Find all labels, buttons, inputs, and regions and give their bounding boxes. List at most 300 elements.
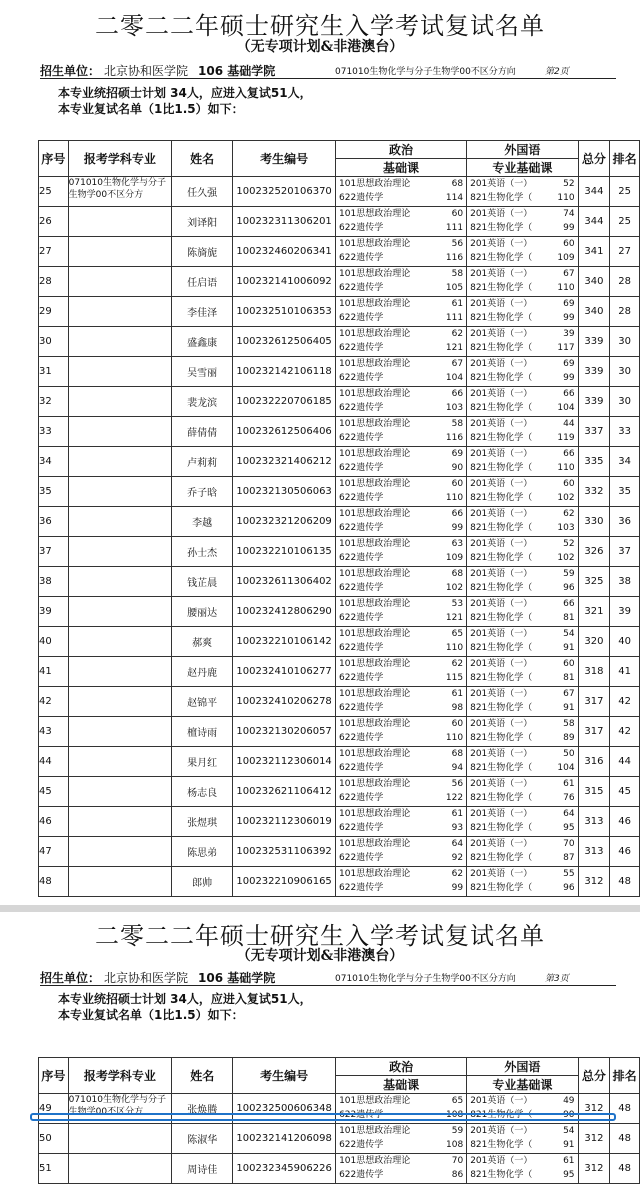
cell-total: 317	[578, 687, 610, 717]
cell-foreign-specialty	[467, 867, 578, 897]
basic-score: 110	[445, 493, 464, 503]
basic-score: 99	[451, 883, 464, 893]
cell-seq: 40	[39, 627, 69, 657]
col-specialty-label: 专业基础课	[467, 158, 577, 176]
cell-total: 341	[578, 237, 610, 267]
specialty-score: 119	[557, 433, 575, 443]
cell-major	[68, 387, 172, 417]
foreign-subject: 201英语（一）	[470, 1096, 533, 1106]
specialty-score: 96	[563, 583, 575, 593]
politics-score: 68	[451, 179, 464, 189]
basic-subject: 622遗传学	[339, 793, 384, 803]
cell-politics-basic	[336, 657, 467, 687]
cell-politics-basic	[336, 387, 467, 417]
cell-total: 332	[578, 477, 610, 507]
cell-major	[68, 267, 172, 297]
foreign-subject: 201英语（一）	[470, 179, 533, 189]
col-foreign	[467, 141, 578, 177]
cell-politics-basic	[336, 267, 467, 297]
cell-total: 313	[578, 837, 610, 867]
cell-exam-no: 100232612506406	[233, 417, 336, 447]
cell-foreign-specialty	[467, 387, 578, 417]
cell-seq: 50	[39, 1124, 69, 1154]
cell-politics-basic	[336, 237, 467, 267]
specialty-score: 99	[563, 313, 575, 323]
politics-subject: 101思想政治理论	[339, 779, 411, 789]
cell-seq: 37	[39, 537, 69, 567]
cell-name: 任启语	[172, 267, 233, 297]
basic-subject: 622遗传学	[339, 373, 384, 383]
foreign-subject: 201英语（一）	[470, 359, 533, 369]
cell-total: 337	[578, 417, 610, 447]
specialty-subject: 821生物化学（	[470, 703, 533, 713]
basic-score: 116	[445, 433, 464, 443]
cell-rank: 28	[610, 267, 640, 297]
cell-rank: 38	[610, 567, 640, 597]
politics-score: 68	[451, 749, 464, 759]
basic-subject: 622遗传学	[339, 283, 384, 293]
cell-exam-no: 100232210106142	[233, 627, 336, 657]
col-seq: 序号	[39, 141, 69, 177]
cell-rank: 27	[610, 237, 640, 267]
col-total: 总分	[578, 141, 610, 177]
foreign-subject: 201英语（一）	[470, 779, 533, 789]
cell-name: 檀诗雨	[172, 717, 233, 747]
selection-highlight	[30, 1113, 616, 1121]
cell-foreign-specialty	[467, 717, 578, 747]
cell-seq: 25	[39, 177, 69, 207]
cell-rank: 48	[610, 1124, 640, 1154]
basic-score: 110	[445, 643, 464, 653]
politics-score: 60	[451, 719, 464, 729]
specialty-score: 95	[563, 823, 575, 833]
foreign-score: 52	[563, 539, 575, 549]
politics-score: 61	[451, 689, 464, 699]
politics-score: 58	[451, 269, 464, 279]
politics-score: 53	[451, 599, 464, 609]
cell-rank: 40	[610, 627, 640, 657]
cell-politics-basic	[336, 327, 467, 357]
cell-politics-basic	[336, 807, 467, 837]
specialty-score: 99	[563, 223, 575, 233]
cell-name: 薛倩倩	[172, 417, 233, 447]
cell-major	[68, 567, 172, 597]
col-name: 姓名	[172, 141, 233, 177]
specialty-score: 96	[563, 883, 575, 893]
basic-subject: 622遗传学	[339, 193, 384, 203]
specialty-subject: 821生物化学（	[470, 373, 533, 383]
table-row	[39, 627, 640, 657]
basic-subject: 622遗传学	[339, 1140, 384, 1150]
specialty-subject: 821生物化学（	[470, 823, 533, 833]
cell-major	[68, 477, 172, 507]
unit-name: 北京协和医学院	[104, 971, 189, 985]
cell-exam-no: 100232142106118	[233, 357, 336, 387]
cell-foreign-specialty	[467, 477, 578, 507]
cell-rank: 36	[610, 507, 640, 537]
basic-score: 99	[451, 523, 464, 533]
cell-major	[68, 747, 172, 777]
cell-politics-basic	[336, 447, 467, 477]
cell-total: 315	[578, 777, 610, 807]
cell-major	[68, 447, 172, 477]
table-row	[39, 747, 640, 777]
politics-subject: 101思想政治理论	[339, 719, 411, 729]
politics-subject: 101思想政治理论	[339, 839, 411, 849]
specialty-subject: 821生物化学（	[470, 403, 533, 413]
cell-seq: 45	[39, 777, 69, 807]
cell-total: 317	[578, 717, 610, 747]
basic-subject: 622遗传学	[339, 553, 384, 563]
politics-score: 61	[451, 299, 464, 309]
cell-seq: 36	[39, 507, 69, 537]
cell-exam-no: 100232612506405	[233, 327, 336, 357]
politics-subject: 101思想政治理论	[339, 389, 411, 399]
cell-total: 340	[578, 297, 610, 327]
cell-exam-no: 100232311306201	[233, 207, 336, 237]
col-seq: 序号	[39, 1058, 69, 1094]
foreign-score: 39	[563, 329, 575, 339]
table-row	[39, 1154, 640, 1184]
specialty-score: 91	[563, 1140, 575, 1150]
cell-name: 刘译阳	[172, 207, 233, 237]
specialty-score: 87	[563, 853, 575, 863]
cell-major	[68, 507, 172, 537]
foreign-score: 52	[563, 179, 575, 189]
major-direction: 071010生物化学与分子生物学00不区分方向	[335, 974, 516, 984]
politics-score: 68	[451, 569, 464, 579]
col-specialty-label: 专业基础课	[467, 1075, 577, 1093]
table-body	[39, 1094, 640, 1184]
cell-foreign-specialty	[467, 507, 578, 537]
cell-name: 赵丹鹿	[172, 657, 233, 687]
table-body	[39, 177, 640, 897]
cell-name: 任久强	[172, 177, 233, 207]
cell-total: 340	[578, 267, 610, 297]
col-exam-no: 考生编号	[233, 141, 336, 177]
cell-politics-basic	[336, 357, 467, 387]
cell-seq: 38	[39, 567, 69, 597]
col-foreign	[467, 1058, 578, 1094]
cell-rank: 35	[610, 477, 640, 507]
cell-seq: 34	[39, 447, 69, 477]
cell-seq: 26	[39, 207, 69, 237]
cell-name: 陈旖旎	[172, 237, 233, 267]
cell-total: 326	[578, 537, 610, 567]
basic-score: 116	[445, 253, 464, 263]
cell-politics-basic	[336, 1154, 467, 1184]
cell-rank: 30	[610, 387, 640, 417]
cell-rank: 42	[610, 717, 640, 747]
cell-rank: 44	[610, 747, 640, 777]
foreign-subject: 201英语（一）	[470, 1156, 533, 1166]
basic-subject: 622遗传学	[339, 583, 384, 593]
politics-score: 70	[451, 1156, 464, 1166]
specialty-score: 81	[563, 673, 575, 683]
foreign-subject: 201英语（一）	[470, 389, 533, 399]
cell-exam-no: 100232210906165	[233, 867, 336, 897]
page-title: 二零二二年硕士研究生入学考试复试名单	[95, 922, 545, 950]
cell-seq: 32	[39, 387, 69, 417]
foreign-score: 55	[563, 869, 575, 879]
cell-foreign-specialty	[467, 327, 578, 357]
foreign-score: 58	[563, 719, 575, 729]
cell-rank: 48	[610, 1154, 640, 1184]
cell-name: 郎帅	[172, 867, 233, 897]
cell-rank: 25	[610, 177, 640, 207]
table-row	[39, 1124, 640, 1154]
cell-foreign-specialty	[467, 357, 578, 387]
foreign-score: 70	[563, 839, 575, 849]
table-row	[39, 597, 640, 627]
cell-exam-no: 100232410106277	[233, 657, 336, 687]
basic-subject: 622遗传学	[339, 703, 384, 713]
unit-label: 招生单位：	[40, 971, 101, 985]
cell-total: 316	[578, 747, 610, 777]
specialty-subject: 821生物化学（	[470, 493, 533, 503]
cell-major	[68, 537, 172, 567]
foreign-subject: 201英语（一）	[470, 419, 533, 429]
cell-major	[68, 417, 172, 447]
col-major: 报考学科专业	[68, 1058, 172, 1094]
unit-name: 北京协和医学院	[104, 64, 189, 78]
cell-foreign-specialty	[467, 597, 578, 627]
foreign-subject: 201英语（一）	[470, 479, 533, 489]
specialty-subject: 821生物化学（	[470, 343, 533, 353]
basic-score: 108	[446, 1110, 464, 1120]
cell-exam-no: 100232112306019	[233, 807, 336, 837]
cell-foreign-specialty	[467, 447, 578, 477]
cell-name: 陈思弟	[172, 837, 233, 867]
cell-major	[68, 1124, 172, 1154]
specialty-subject: 821生物化学（	[470, 733, 533, 743]
cell-foreign-specialty	[467, 417, 578, 447]
cell-total: 339	[578, 327, 610, 357]
cell-foreign-specialty	[467, 777, 578, 807]
foreign-subject: 201英语（一）	[470, 539, 533, 549]
basic-subject: 622遗传学	[339, 883, 384, 893]
cell-foreign-specialty	[467, 807, 578, 837]
politics-score: 67	[451, 359, 464, 369]
basic-subject: 622遗传学	[339, 223, 384, 233]
basic-subject: 622遗传学	[339, 343, 384, 353]
foreign-subject: 201英语（一）	[470, 659, 533, 669]
cell-exam-no: 100232412806290	[233, 597, 336, 627]
specialty-score: 91	[563, 643, 575, 653]
cell-exam-no: 100232520106370	[233, 177, 336, 207]
cell-total: 313	[578, 807, 610, 837]
major-direction: 071010生物化学与分子生物学00不区分方向	[335, 67, 516, 77]
table-row	[39, 207, 640, 237]
politics-subject: 101思想政治理论	[339, 1096, 411, 1106]
cell-major	[68, 717, 172, 747]
page-subtitle: （无专项计划&非港澳台）	[236, 948, 404, 964]
cell-rank: 41	[610, 657, 640, 687]
cell-rank: 30	[610, 357, 640, 387]
basic-subject: 622遗传学	[339, 733, 384, 743]
cell-politics-basic	[336, 477, 467, 507]
politics-score: 56	[451, 239, 464, 249]
cell-major	[68, 867, 172, 897]
cell-foreign-specialty	[467, 687, 578, 717]
specialty-subject: 821生物化学（	[470, 763, 533, 773]
specialty-score: 104	[557, 763, 575, 773]
politics-subject: 101思想政治理论	[339, 479, 411, 489]
cell-seq: 27	[39, 237, 69, 267]
politics-score: 61	[451, 809, 464, 819]
quota-line: 本专业统招硕士计划 34人，应进入复试51人，	[58, 86, 312, 100]
foreign-score: 67	[563, 689, 575, 699]
cell-seq: 47	[39, 837, 69, 867]
politics-subject: 101思想政治理论	[339, 419, 411, 429]
page-title: 二零二二年硕士研究生入学考试复试名单	[95, 12, 545, 40]
basic-subject: 622遗传学	[339, 523, 384, 533]
foreign-score: 66	[563, 449, 575, 459]
specialty-subject: 821生物化学（	[470, 553, 533, 563]
specialty-subject: 821生物化学（	[470, 613, 533, 623]
cell-name: 张煜琪	[172, 807, 233, 837]
politics-score: 60	[451, 209, 464, 219]
cell-exam-no: 100232220706185	[233, 387, 336, 417]
foreign-subject: 201英语（一）	[470, 239, 533, 249]
cell-foreign-specialty	[467, 297, 578, 327]
col-politics-label: 政治	[389, 1060, 414, 1074]
table-row	[39, 657, 640, 687]
cell-major	[68, 807, 172, 837]
cell-seq: 35	[39, 477, 69, 507]
foreign-score: 54	[563, 1126, 575, 1136]
specialty-score: 104	[557, 403, 575, 413]
cell-foreign-specialty	[467, 207, 578, 237]
foreign-score: 69	[563, 299, 575, 309]
cell-total: 320	[578, 627, 610, 657]
cell-total: 318	[578, 657, 610, 687]
politics-score: 60	[451, 479, 464, 489]
foreign-score: 60	[563, 659, 575, 669]
cell-exam-no: 100232141206098	[233, 1124, 336, 1154]
foreign-subject: 201英语（一）	[470, 509, 533, 519]
table-row	[39, 237, 640, 267]
cell-total: 325	[578, 567, 610, 597]
cell-seq: 28	[39, 267, 69, 297]
foreign-score: 74	[563, 209, 575, 219]
foreign-subject: 201英语（一）	[470, 839, 533, 849]
basic-score: 122	[445, 793, 464, 803]
cell-foreign-specialty	[467, 537, 578, 567]
cell-politics-basic	[336, 1124, 467, 1154]
politics-score: 66	[451, 389, 464, 399]
cell-politics-basic	[336, 837, 467, 867]
table-row	[39, 447, 640, 477]
basic-score: 86	[451, 1170, 464, 1180]
table-row	[39, 567, 640, 597]
cell-seq: 39	[39, 597, 69, 627]
cell-major: 071010生物化学与分子生物学00不区分方	[68, 177, 172, 207]
cell-total: 344	[578, 177, 610, 207]
cell-politics-basic	[336, 687, 467, 717]
specialty-score: 103	[557, 523, 575, 533]
politics-subject: 101思想政治理论	[339, 449, 411, 459]
politics-subject: 101思想政治理论	[339, 209, 411, 219]
cell-total: 339	[578, 357, 610, 387]
specialty-subject: 821生物化学（	[470, 1170, 533, 1180]
score-table	[38, 140, 640, 897]
specialty-score: 102	[557, 493, 575, 503]
cell-politics-basic	[336, 297, 467, 327]
foreign-score: 60	[563, 479, 575, 489]
basic-score: 93	[451, 823, 464, 833]
cell-name: 李佳泽	[172, 297, 233, 327]
cell-seq: 29	[39, 297, 69, 327]
basic-score: 94	[451, 763, 464, 773]
foreign-score: 69	[563, 359, 575, 369]
specialty-score: 76	[563, 793, 575, 803]
cell-name: 周诗佳	[172, 1154, 233, 1184]
foreign-score: 67	[563, 269, 575, 279]
cell-foreign-specialty	[467, 657, 578, 687]
unit-label: 招生单位：	[40, 64, 101, 78]
foreign-subject: 201英语（一）	[470, 719, 533, 729]
cell-major	[68, 237, 172, 267]
basic-subject: 622遗传学	[339, 253, 384, 263]
table-row	[39, 177, 640, 207]
foreign-score: 64	[563, 809, 575, 819]
cell-total: 339	[578, 387, 610, 417]
cell-name: 乔子晗	[172, 477, 233, 507]
politics-subject: 101思想政治理论	[339, 179, 411, 189]
specialty-score: 102	[557, 553, 575, 563]
specialty-subject: 821生物化学（	[470, 793, 533, 803]
col-rank: 排名	[610, 141, 640, 177]
specialty-subject: 821生物化学（	[470, 523, 533, 533]
unit-line	[40, 62, 616, 79]
col-basic-label: 基础课	[336, 158, 466, 176]
basic-score: 111	[445, 313, 464, 323]
foreign-subject: 201英语（一）	[470, 449, 533, 459]
cell-foreign-specialty	[467, 837, 578, 867]
cell-major	[68, 777, 172, 807]
foreign-score: 49	[563, 1096, 575, 1106]
col-politics	[336, 1058, 467, 1094]
cell-exam-no: 100232531106392	[233, 837, 336, 867]
foreign-subject: 201英语（一）	[470, 329, 533, 339]
cell-total: 312	[578, 1094, 610, 1124]
cell-exam-no: 100232500606348	[233, 1094, 336, 1124]
cell-name: 杨志良	[172, 777, 233, 807]
cell-name: 吴雪丽	[172, 357, 233, 387]
table-row	[39, 537, 640, 567]
politics-score: 65	[451, 629, 464, 639]
cell-rank: 48	[610, 867, 640, 897]
foreign-subject: 201英语（一）	[470, 689, 533, 699]
foreign-subject: 201英语（一）	[470, 209, 533, 219]
specialty-score: 95	[563, 1170, 575, 1180]
header-rule	[40, 985, 616, 986]
table-row	[39, 387, 640, 417]
cell-total: 330	[578, 507, 610, 537]
cell-name: 赵锦平	[172, 687, 233, 717]
specialty-subject: 821生物化学（	[470, 253, 533, 263]
basic-score: 105	[445, 283, 464, 293]
cell-seq: 31	[39, 357, 69, 387]
cell-foreign-specialty	[467, 237, 578, 267]
basic-subject: 622遗传学	[339, 853, 384, 863]
col-foreign-label: 外国语	[504, 1060, 541, 1074]
cell-seq: 43	[39, 717, 69, 747]
table-row	[39, 837, 640, 867]
foreign-subject: 201英语（一）	[470, 269, 533, 279]
politics-subject: 101思想政治理论	[339, 809, 411, 819]
